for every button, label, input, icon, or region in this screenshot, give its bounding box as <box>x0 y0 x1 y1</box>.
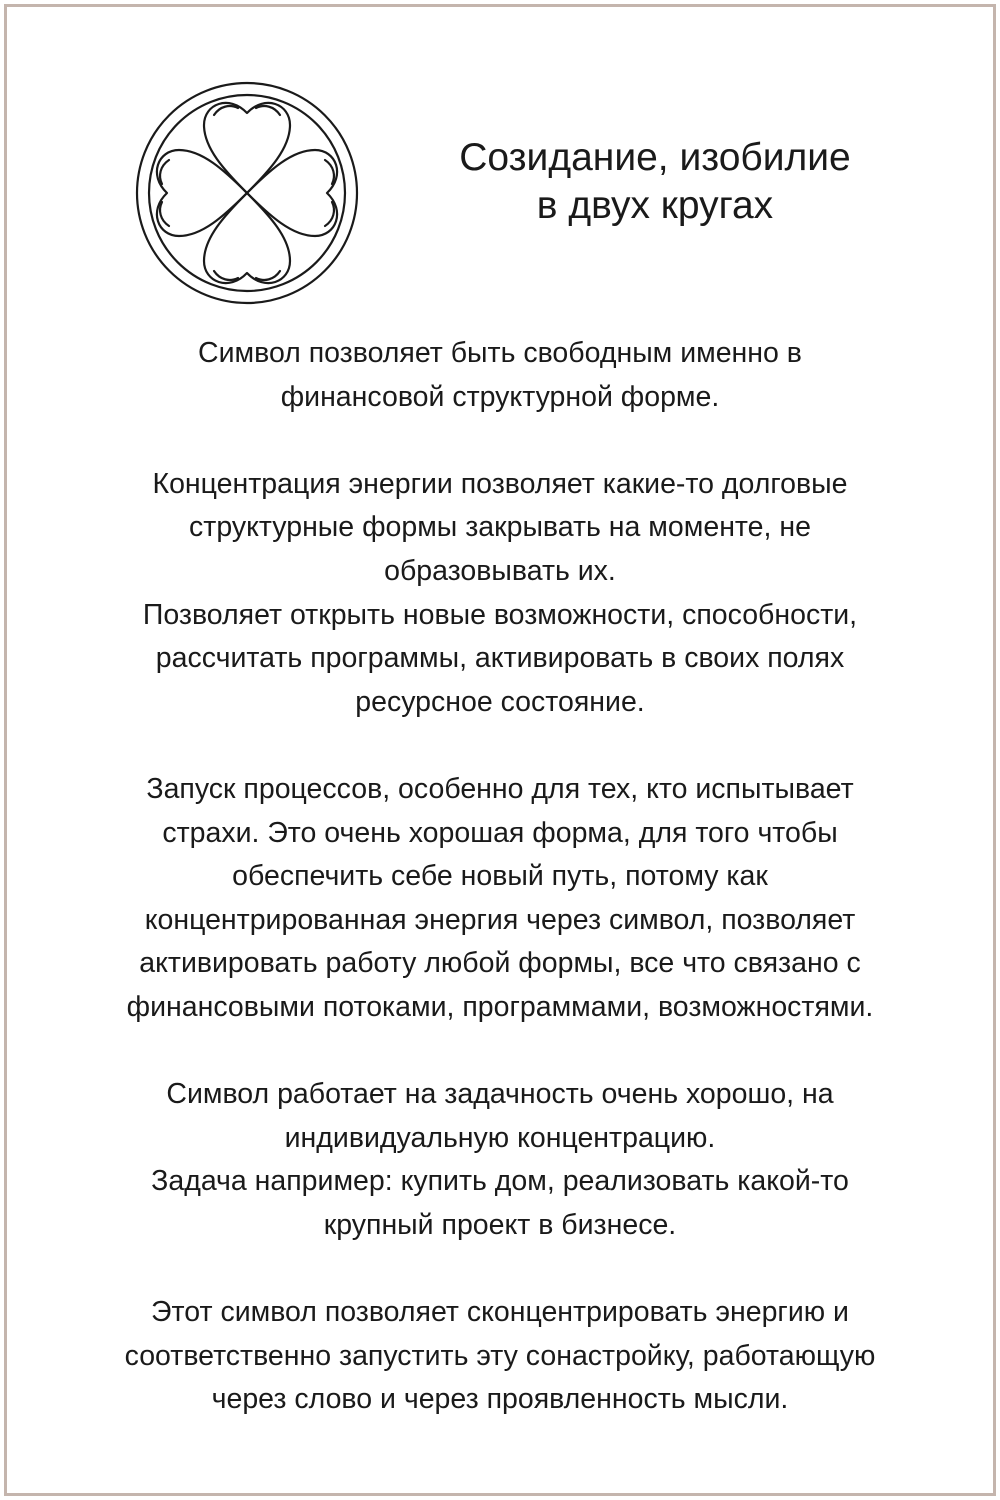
text-line: Концентрация энергии позволяет какие-то долговые <box>152 467 848 500</box>
text-line: индивидуальную концентрацию. <box>284 1121 716 1154</box>
header <box>0 0 1000 320</box>
paragraph-4 <box>40 1073 960 1247</box>
text-line: Задача например: купить дом, реализовать какой-то <box>151 1165 849 1198</box>
text-line: финансовой структурной форме. <box>280 380 720 413</box>
text-line: Символ позволяет быть свободным именно в <box>198 337 802 369</box>
text-line: структурные формы закрывать на моменте, не <box>189 511 811 544</box>
page-title <box>400 134 910 230</box>
clover-heart-symbol-icon <box>134 80 360 306</box>
text-line: соответственно запустить эту сонастройку, работающую <box>124 1339 876 1372</box>
text-line: ресурсное состояние. <box>355 685 645 718</box>
paragraph-5 <box>40 1291 960 1422</box>
text-line: обеспечить себе новый путь, потому как <box>232 860 768 893</box>
text-line: рассчитать программы, активировать в своих полях <box>155 642 845 675</box>
text-line: концентрированная энергия через символ, позволяет <box>144 903 856 936</box>
text-line: через слово и через проявленность мысли. <box>211 1383 789 1416</box>
text-line: активировать работу любой формы, все что связано с <box>139 947 861 980</box>
text-line: крупный проект в бизнесе. <box>323 1208 677 1241</box>
text-line: Этот символ позволяет сконцентрировать энергию и <box>151 1296 849 1329</box>
text-line: образовывать их. <box>384 554 616 587</box>
paragraph-3 <box>40 768 960 1030</box>
text-line: страхи. Это очень хорошая форма, для того чтобы <box>162 816 838 849</box>
text-line: Символ работает на задачность очень хорошо, на <box>166 1078 834 1111</box>
text-line: финансовыми потоками, программами, возможностями. <box>126 990 874 1023</box>
text-line: Позволяет открыть новые возможности, способности, <box>142 598 858 631</box>
paragraph-1 <box>40 332 960 419</box>
description-body <box>40 332 960 1422</box>
text-line: Запуск процессов, особенно для тех, кто испытывает <box>146 772 854 805</box>
title-line-1: Созидание, изобилие <box>459 136 851 179</box>
paragraph-2 <box>40 463 960 725</box>
title-line-2: в двух кругах <box>536 184 774 227</box>
